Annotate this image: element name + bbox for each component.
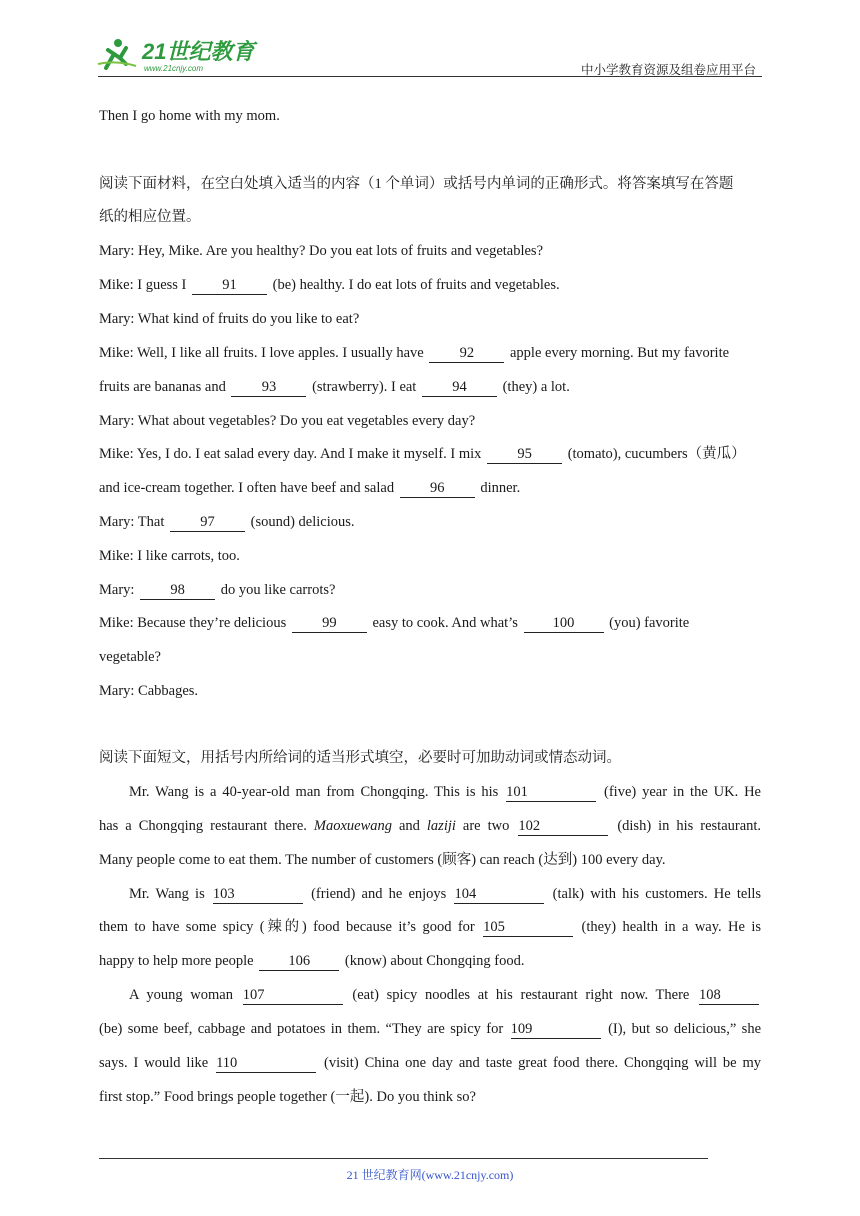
dialogue-line: vegetable? <box>99 649 161 665</box>
answer-blank[interactable]: 97 <box>170 514 245 532</box>
answer-blank[interactable]: 102 <box>518 818 608 836</box>
answer-blank[interactable]: 104 <box>454 886 544 904</box>
passage-line: happy to help more people 106 (know) about Chongqing food. <box>99 953 525 969</box>
passage-line: Mr. Wang is a 40-year-old man from Chongqing. This is his 101 (five) year in the UK. He <box>129 784 761 800</box>
dialogue-line: Mike: Because they’re delicious 99 easy to cook. And what’s 100 (you) favorite <box>99 615 690 631</box>
dialogue-line: Mike: I like carrots, too. <box>99 548 240 564</box>
section-instruction: 纸的相应位置。 <box>99 209 201 225</box>
dialogue-line: Mary: Hey, Mike. Are you healthy? Do you eat lots of fruits and vegetables? <box>99 243 544 259</box>
dialogue-line: Mary: What about vegetables? Do you eat vegetables every day? <box>99 413 476 429</box>
answer-blank[interactable]: 98 <box>140 582 215 600</box>
dialogue-line: Mary: 98 do you like carrots? <box>99 582 336 598</box>
passage-line: A young woman 107 (eat) spicy noodles at his restaurant right now. There 108 <box>129 985 761 1005</box>
answer-blank[interactable]: 93 <box>231 379 306 397</box>
answer-blank[interactable]: 94 <box>422 379 497 397</box>
answer-blank[interactable]: 106 <box>259 953 339 971</box>
dialogue-line: Mike: Well, I like all fruits. I love apples. I usually have 92 apple every morning. But my favorite <box>99 345 730 361</box>
answer-blank[interactable]: 107 <box>243 987 343 1005</box>
answer-blank[interactable]: 110 <box>216 1055 316 1073</box>
answer-blank[interactable]: 109 <box>511 1021 601 1039</box>
answer-blank[interactable]: 91 <box>192 277 267 295</box>
passage-line: first stop.” Food brings people together (一起). Do you think so? <box>99 1089 476 1105</box>
answer-blank[interactable]: 105 <box>483 919 573 937</box>
answer-blank[interactable]: 103 <box>213 886 303 904</box>
dialogue-line: Mary: Cabbages. <box>99 683 199 699</box>
header-divider <box>98 76 762 77</box>
dialogue-line: Mike: Yes, I do. I eat salad every day. And I make it myself. I mix 95 (tomato), cucumbers（黄瓜） <box>99 446 746 462</box>
text-line: Then I go home with my mom. <box>99 108 280 124</box>
section-instruction: 阅读下面短文，用括号内所给词的适当形式填空，必要时可加助动词或情态动词。 <box>99 750 621 766</box>
logo-icon <box>96 34 266 74</box>
logo-text: 21世纪教育 <box>142 39 255 64</box>
passage-line: says. I would like 110 (visit) China one day and taste great food there. Chongqing will be my <box>99 1055 762 1071</box>
answer-blank[interactable]: 108 <box>699 987 759 1005</box>
passage-line: Many people come to eat them. The number of customers (顾客) can reach (达到) 100 every day. <box>99 852 666 868</box>
answer-blank[interactable]: 95 <box>487 446 562 464</box>
dialogue-line: and ice-cream together. I often have beef and salad 96 dinner. <box>99 480 521 496</box>
passage-line: Mr. Wang is 103 (friend) and he enjoys 104 (talk) with his customers. He tells <box>129 886 762 902</box>
dialogue-line: fruits are bananas and 93 (strawberry). I eat 94 (they) a lot. <box>99 379 570 395</box>
dialogue-line: Mary: That 97 (sound) delicious. <box>99 514 355 530</box>
page-header <box>96 34 762 78</box>
logo-url: www.21cnjy.com <box>144 64 203 73</box>
footer-divider <box>99 1158 708 1159</box>
answer-blank[interactable]: 101 <box>506 784 596 802</box>
passage-line: (be) some beef, cabbage and potatoes in them. “They are spicy for 109 (I), but so delicious,” she <box>99 1021 762 1037</box>
footer-link[interactable]: 21 世纪教育网(www.21cnjy.com) <box>346 1168 514 1182</box>
passage-line: them to have some spicy (辣的) food because it’s good for 105 (they) health in a way. He is <box>99 919 762 935</box>
answer-blank[interactable]: 92 <box>429 345 504 363</box>
answer-blank[interactable]: 99 <box>292 615 367 633</box>
section-instruction: 阅读下面材料，在空白处填入适当的内容（1 个单词）或括号内单词的正确形式。将答案填写在答题 <box>99 176 734 192</box>
dialogue-line: Mike: I guess I 91 (be) healthy. I do eat lots of fruits and vegetables. <box>99 277 560 293</box>
header-platform-text: 中小学教育资源及组卷应用平台 <box>580 63 756 77</box>
answer-blank[interactable]: 100 <box>524 615 604 633</box>
answer-blank[interactable]: 96 <box>400 480 475 498</box>
dialogue-line: Mary: What kind of fruits do you like to eat? <box>99 311 360 327</box>
passage-line: has a Chongqing restaurant there. Maoxuewang and laziji are two 102 (dish) in his restaurant. <box>99 818 762 834</box>
